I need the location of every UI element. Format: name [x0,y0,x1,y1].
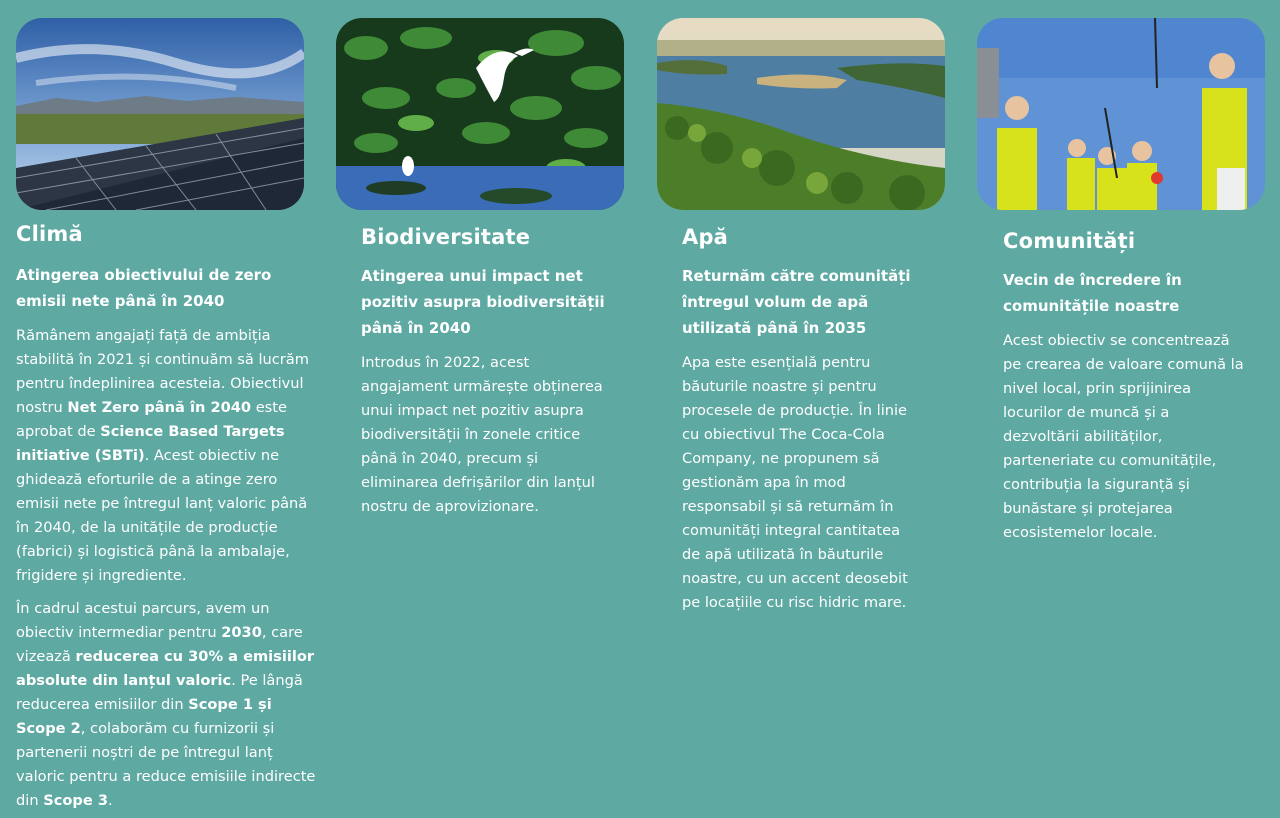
card-subtitle: Atingerea unui impact net pozitiv asupra biodiversității până în 2040 [361,267,605,337]
card-title: Apă [682,225,729,249]
bold-text-run: Scope 3 [43,792,108,809]
card-title: Biodiversitate [361,225,531,249]
card-body-paragraph-1 [682,351,922,615]
text-run: , care vizează [16,624,303,665]
card-body-paragraph-1 [1003,329,1248,545]
text-run: Acest obiectiv se concentrează pe crearea de valoare comună la nivel local, prin sprijinirea locurilor de muncă și a dezvoltării abilităților, parteneriate cu comunitățile, contribuția la siguranță și bunăstare și protejarea ecosistemelor locale. [1003,332,1244,541]
bold-text-run: Scope 1 și Scope 2 [16,696,272,737]
volunteers-cleanup-photo [977,18,1265,210]
card-apa [657,18,957,615]
bold-text-run: 2030 [221,624,262,641]
card-title: Comunități [1003,229,1136,253]
text-run: Rămânem angajați față de ambiția stabilită în 2021 și continuăm să lucrăm pentru îndeplinirea acesteia. Obiectivul nostru [16,327,309,416]
river-landscape-photo [657,18,945,210]
card-body-paragraph-1 [361,351,616,519]
card-subtitle: Atingerea obiectivului de zero emisii nete până în 2040 [16,266,272,310]
text-run: Introdus în 2022, acest angajament urmărește obținerea unui impact net pozitiv asupra biodiversității în zonele critice până în 2040, precum și eliminarea defrișărilor din lanțul nostru de aprovizionare. [361,354,603,515]
bold-text-run: Science Based Targets initiative (SBTi) [16,423,285,464]
card-body-paragraph-2 [16,597,316,813]
bold-text-run: Net Zero până în 2040 [67,399,252,416]
card-title: Climă [16,222,83,246]
card-subtitle: Returnăm către comunități întregul volum de apă utilizată până în 2035 [682,267,911,337]
bold-text-run: reducerea cu 30% a emisiilor absolute din lanțul valoric [16,648,315,689]
text-run: , colaborăm cu furnizorii și partenerii noștri de pe întregul lanț valoric pentru a reduce emisiile indirecte din [16,720,316,809]
text-run: Apa este esențială pentru băuturile noastre și pentru procesele de producție. În linie cu obiectivul The Coca-Cola Company, ne propunem să gestionăm apa în mod responsabil și să returnăm în comunități integral cantitatea de apă utilizată în băuturile noastre, cu un accent deosebit pe locațiile cu risc hidric mare. [682,354,908,611]
text-run: . Pe lângă reducerea emisiilor din [16,672,303,713]
card-clima [16,18,316,813]
text-run: În cadrul acestui parcurs, avem un obiectiv intermediar pentru [16,600,270,641]
solar-panels-photo [16,18,304,210]
card-body-paragraph-1 [16,324,316,588]
card-comunitati [977,18,1277,545]
text-run: este aprobat de [16,399,287,440]
text-run: . Acest obiectiv ne ghidează eforturile de a atinge zero emisii nete pe întregul lanț valoric până în 2040, de la unitățile de producție (fabrici) și logistică până la ambalaje, frigidere și ingrediente. [16,447,308,584]
card-biodiversitate [336,18,636,519]
text-run: . [108,792,113,809]
card-subtitle: Vecin de încredere în comunitățile noastre [1003,271,1182,315]
egret-water-lilies-photo [336,18,624,210]
